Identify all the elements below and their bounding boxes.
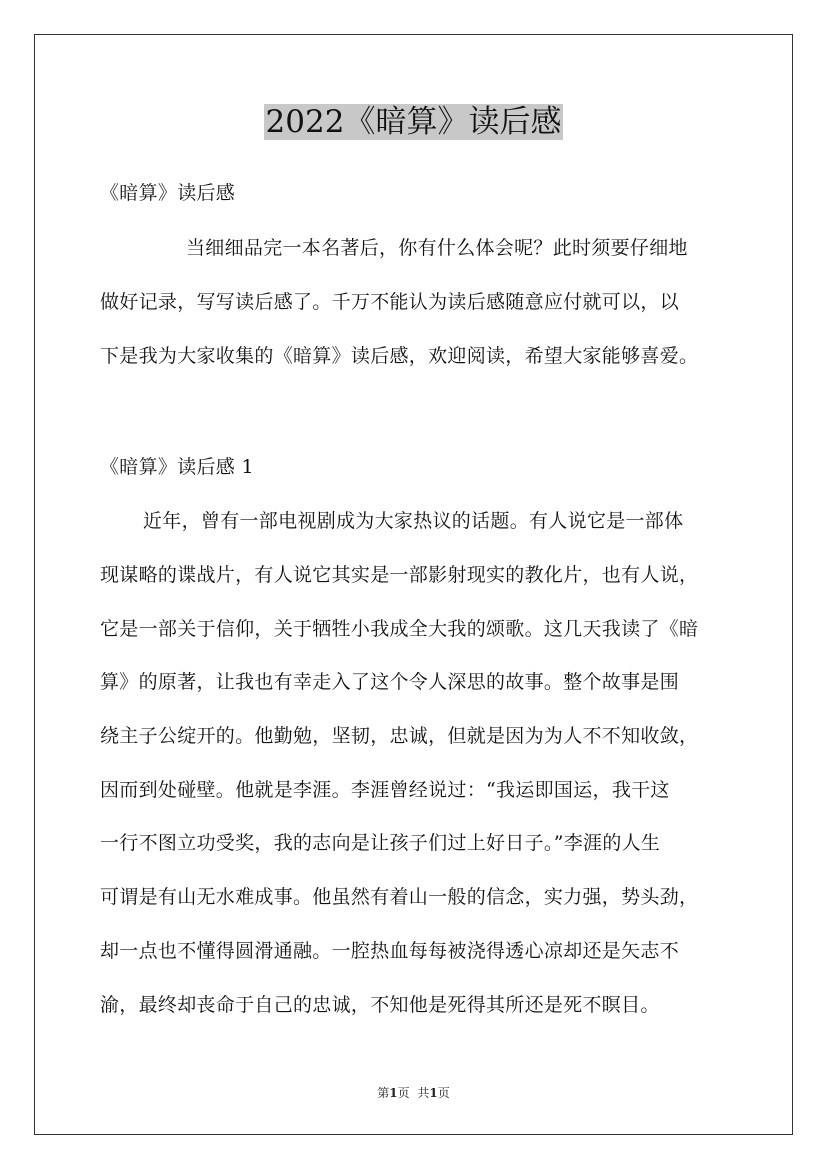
document-title-text: 2022《暗算》读后感 <box>265 104 562 140</box>
section-line-4: 算》的原著，让我也有幸走入了这个令人深思的故事。整个故事是围 <box>100 671 680 693</box>
section-line-9: 却一点也不懂得圆滑通融。一腔热血每每被浇得透心凉却还是矢志不 <box>100 940 680 962</box>
section-line-5: 绕主子公绽开的。他勤勉，坚韧，忠诚，但就是因为为人不不知收敛， <box>100 725 699 747</box>
footer-page-number: 1 <box>389 1086 398 1100</box>
section-line-3: 它是一部关于信仰，关于牺牲小我成全大我的颂歌。这几天我读了《暗 <box>100 618 699 640</box>
footer-page-prefix: 第 <box>377 1086 390 1100</box>
intro-line-3: 下是我为大家收集的《暗算》读后感，欢迎阅读，希望大家能够喜爱。 <box>100 345 699 367</box>
page-footer <box>0 1085 827 1101</box>
section-line-2: 现谋略的谍战片，有人说它其实是一部影射现实的教化片，也有人说， <box>100 564 699 586</box>
intro-line-2: 做好记录，写写读后感了。千万不能认为读后感随意应付就可以，以 <box>100 291 680 313</box>
footer-total-prefix: 共 <box>417 1086 430 1100</box>
intro-line-1: 当细细品完一本名著后，你有什么体会呢？此时须要仔细地 <box>186 237 688 259</box>
section-line-10: 渝，最终却丧命于自己的忠诚，不知他是死得其所还是死不瞑目。 <box>100 994 660 1016</box>
document-title <box>0 101 827 143</box>
section-line-1: 近年，曾有一部电视剧成为大家热议的话题。有人说它是一部体 <box>143 510 684 532</box>
section-line-8: 可谓是有山无水难成事。他虽然有着山一般的信念，实力强，势头劲， <box>100 886 699 908</box>
footer-page-suffix: 页 <box>397 1086 410 1100</box>
footer-total-suffix: 页 <box>437 1086 450 1100</box>
section-line-7: 一行不图立功受奖，我的志向是让孩子们过上好日子。”李涯的人生 <box>100 832 661 854</box>
section-line-6: 因而到处碰壁。他就是李涯。李涯曾经说过：“我运即国运，我干这 <box>100 779 670 801</box>
subtitle: 《暗算》读后感 <box>100 182 236 204</box>
section-heading: 《暗算》读后感 1 <box>100 456 254 478</box>
footer-total-number: 1 <box>429 1086 438 1100</box>
